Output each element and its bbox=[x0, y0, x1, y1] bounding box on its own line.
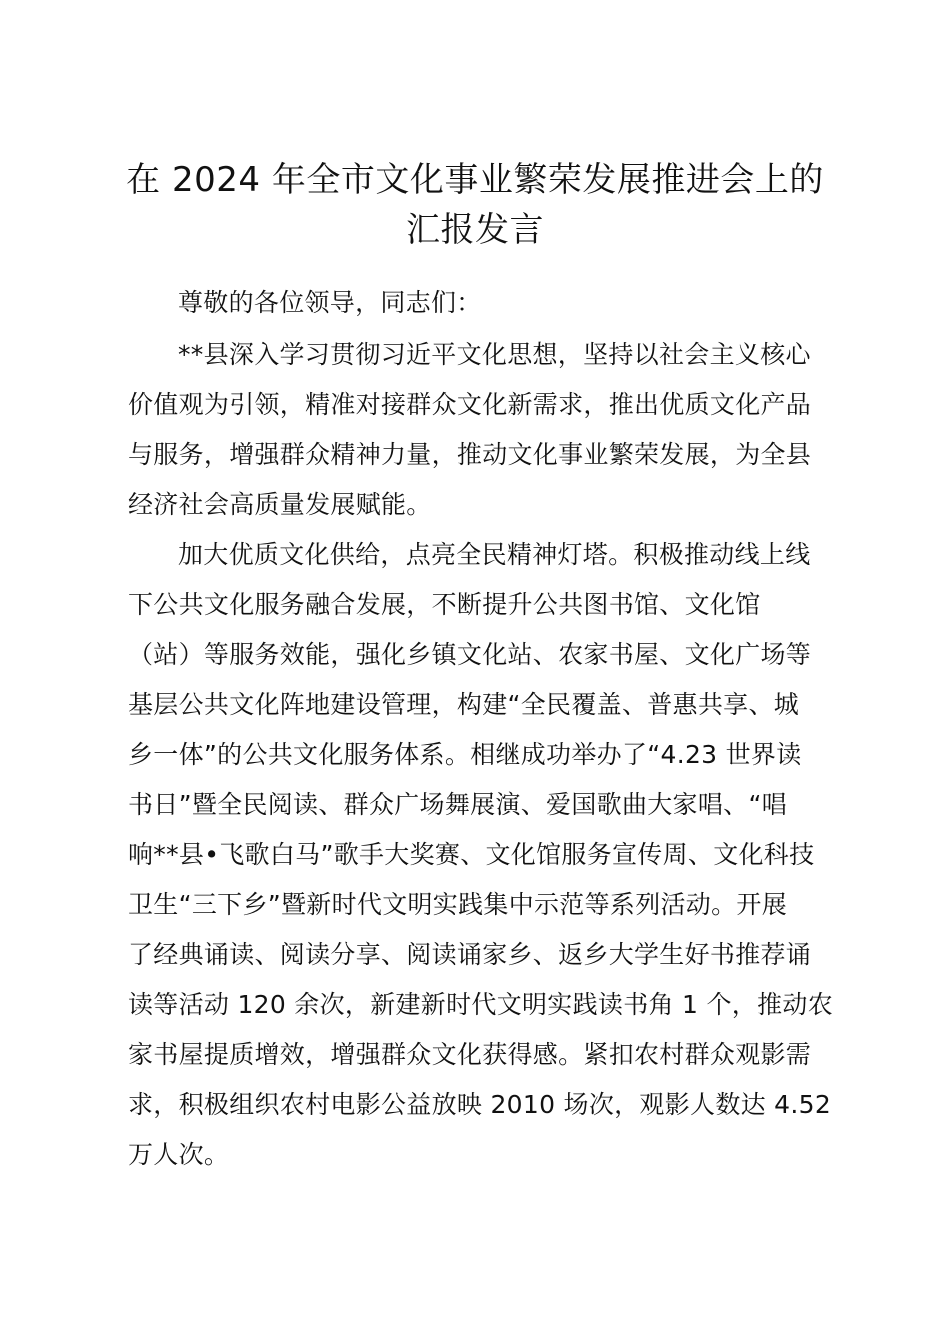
document-title-line-1: 在 2024 年全市文化事业繁荣发展推进会上的 bbox=[126, 160, 824, 200]
paragraph-2-line: 下公共文化服务融合发展，不断提升公共图书馆、文化馆 bbox=[128, 590, 761, 619]
salutation: 尊敬的各位领导，同志们： bbox=[178, 288, 482, 317]
paragraph-2-line: 响**县•飞歌白马”歌手大奖赛、文化馆服务宣传周、文化科技 bbox=[128, 840, 815, 869]
paragraph-1-line: 与服务，增强群众精神力量，推动文化事业繁荣发展，为全县 bbox=[128, 440, 812, 469]
paragraph-2-line: （站）等服务效能，强化乡镇文化站、农家书屋、文化广场等 bbox=[128, 640, 812, 669]
paragraph-2-line: 乡一体”的公共文化服务体系。相继成功举办了“4.23 世界读 bbox=[128, 740, 802, 769]
paragraph-1-line: 价值观为引领，精准对接群众文化新需求，推出优质文化产品 bbox=[128, 390, 812, 419]
paragraph-2-line: 加大优质文化供给，点亮全民精神灯塔。积极推动线上线 bbox=[178, 540, 811, 569]
paragraph-2-line: 万人次。 bbox=[128, 1140, 230, 1169]
paragraph-1-line: 经济社会高质量发展赋能。 bbox=[128, 490, 432, 519]
paragraph-2-line: 书日”暨全民阅读、群众广场舞展演、爱国歌曲大家唱、“唱 bbox=[128, 790, 788, 819]
paragraph-1-line: **县深入学习贯彻习近平文化思想，坚持以社会主义核心 bbox=[178, 340, 811, 369]
paragraph-2-line: 卫生“三下乡”暨新时代文明实践集中示范等系列活动。开展 bbox=[128, 890, 788, 919]
paragraph-2-line: 基层公共文化阵地建设管理，构建“全民覆盖、普惠共享、城 bbox=[128, 690, 800, 719]
paragraph-2-line: 了经典诵读、阅读分享、阅读诵家乡、返乡大学生好书推荐诵 bbox=[128, 940, 812, 969]
paragraph-2-line: 家书屋提质增效，增强群众文化获得感。紧扣农村群众观影需 bbox=[128, 1040, 812, 1069]
paragraph-2-line: 求，积极组织农村电影公益放映 2010 场次，观影人数达 4.52 bbox=[128, 1090, 832, 1119]
paragraph-2-line: 读等活动 120 余次，新建新时代文明实践读书角 1 个，推动农 bbox=[128, 990, 834, 1019]
document-title-line-2: 汇报发言 bbox=[406, 210, 544, 250]
